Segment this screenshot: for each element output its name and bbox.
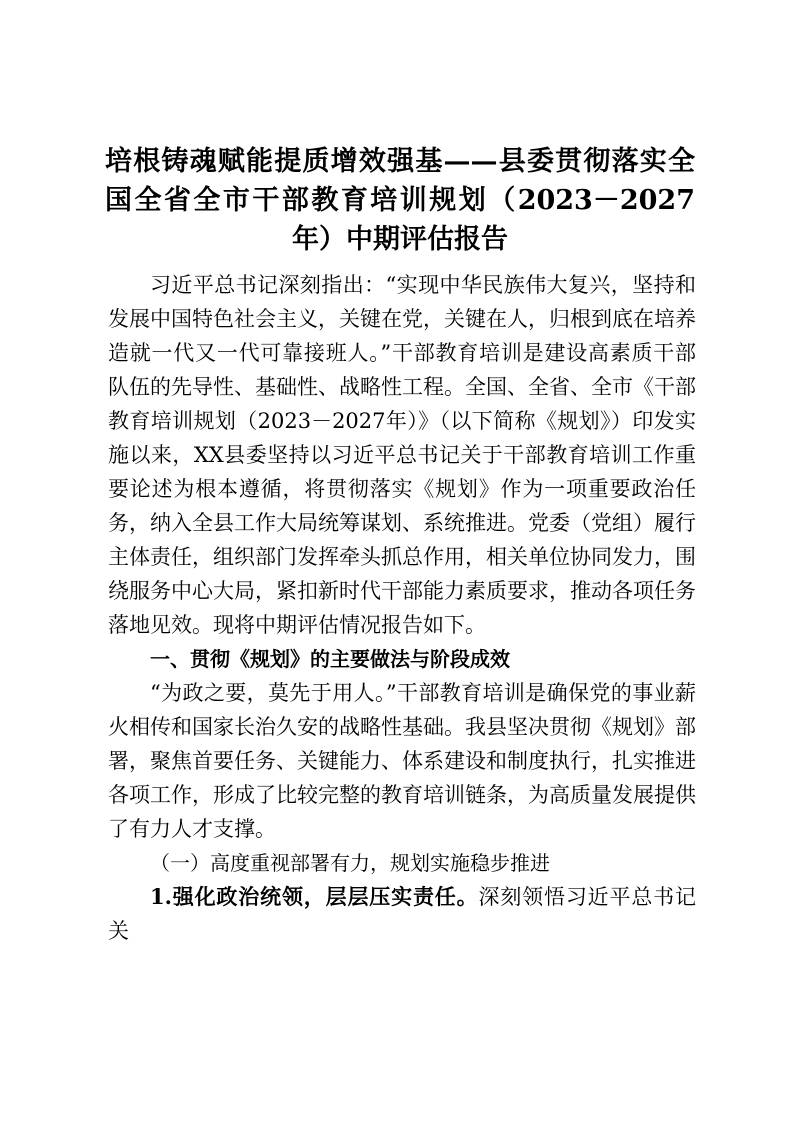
item-1-text: 深刻领悟习近平总书记关: [108, 885, 697, 943]
section-1-heading: 一、贯彻《规划》的主要做法与阶段成效: [150, 647, 510, 671]
item-1-paragraph: [108, 880, 696, 948]
item-1-lead: 1.强化政治统领，层层压实责任。: [150, 884, 479, 909]
section-1-paragraph: “为政之要，莫先于用人。”干部教育培训是确保党的事业薪火相传和国家长治久安的战略性基础。我县坚决贯彻《规划》部署，聚焦首要任务、关键能力、体系建设和制度执行，扎实推进各项工作，形成了比较完整的教育培训链条，为高质量发展提供了有力人才支撑。: [108, 681, 696, 841]
document-body: [108, 268, 696, 948]
intro-paragraph: 习近平总书记深刻指出：“实现中华民族伟大复兴，坚持和发展中国特色社会主义，关键在党，关键在人，归根到底在培养造就一代又一代可靠接班人。”干部教育培训是建设高素质干部队伍的先导性、基础性、战略性工程。全国、全省、全市《干部教育培训规划（2023－2027年）》（以下简称《规划》）印发实施以来，XX县委坚持以习近平总书记关于干部教育培训工作重要论述为根本遵循，将贯彻落实《规划》作为一项重要政治任务，纳入全县工作大局统筹谋划、系统推进。党委（党组）履行主体责任，组织部门发挥牵头抓总作用，相关单位协同发力，围绕服务中心大局，紧扣新时代干部能力素质要求，推动各项任务落地见效。现将中期评估情况报告如下。: [108, 273, 696, 637]
subsection-1-heading: （一）高度重视部署有力，规划实施稳步推进: [150, 851, 550, 875]
document-title: 培根铸魂赋能提质增效强基——县委贯彻落实全国全省全市干部教育培训规划（2023－2027年）中期评估报告: [105, 146, 695, 255]
